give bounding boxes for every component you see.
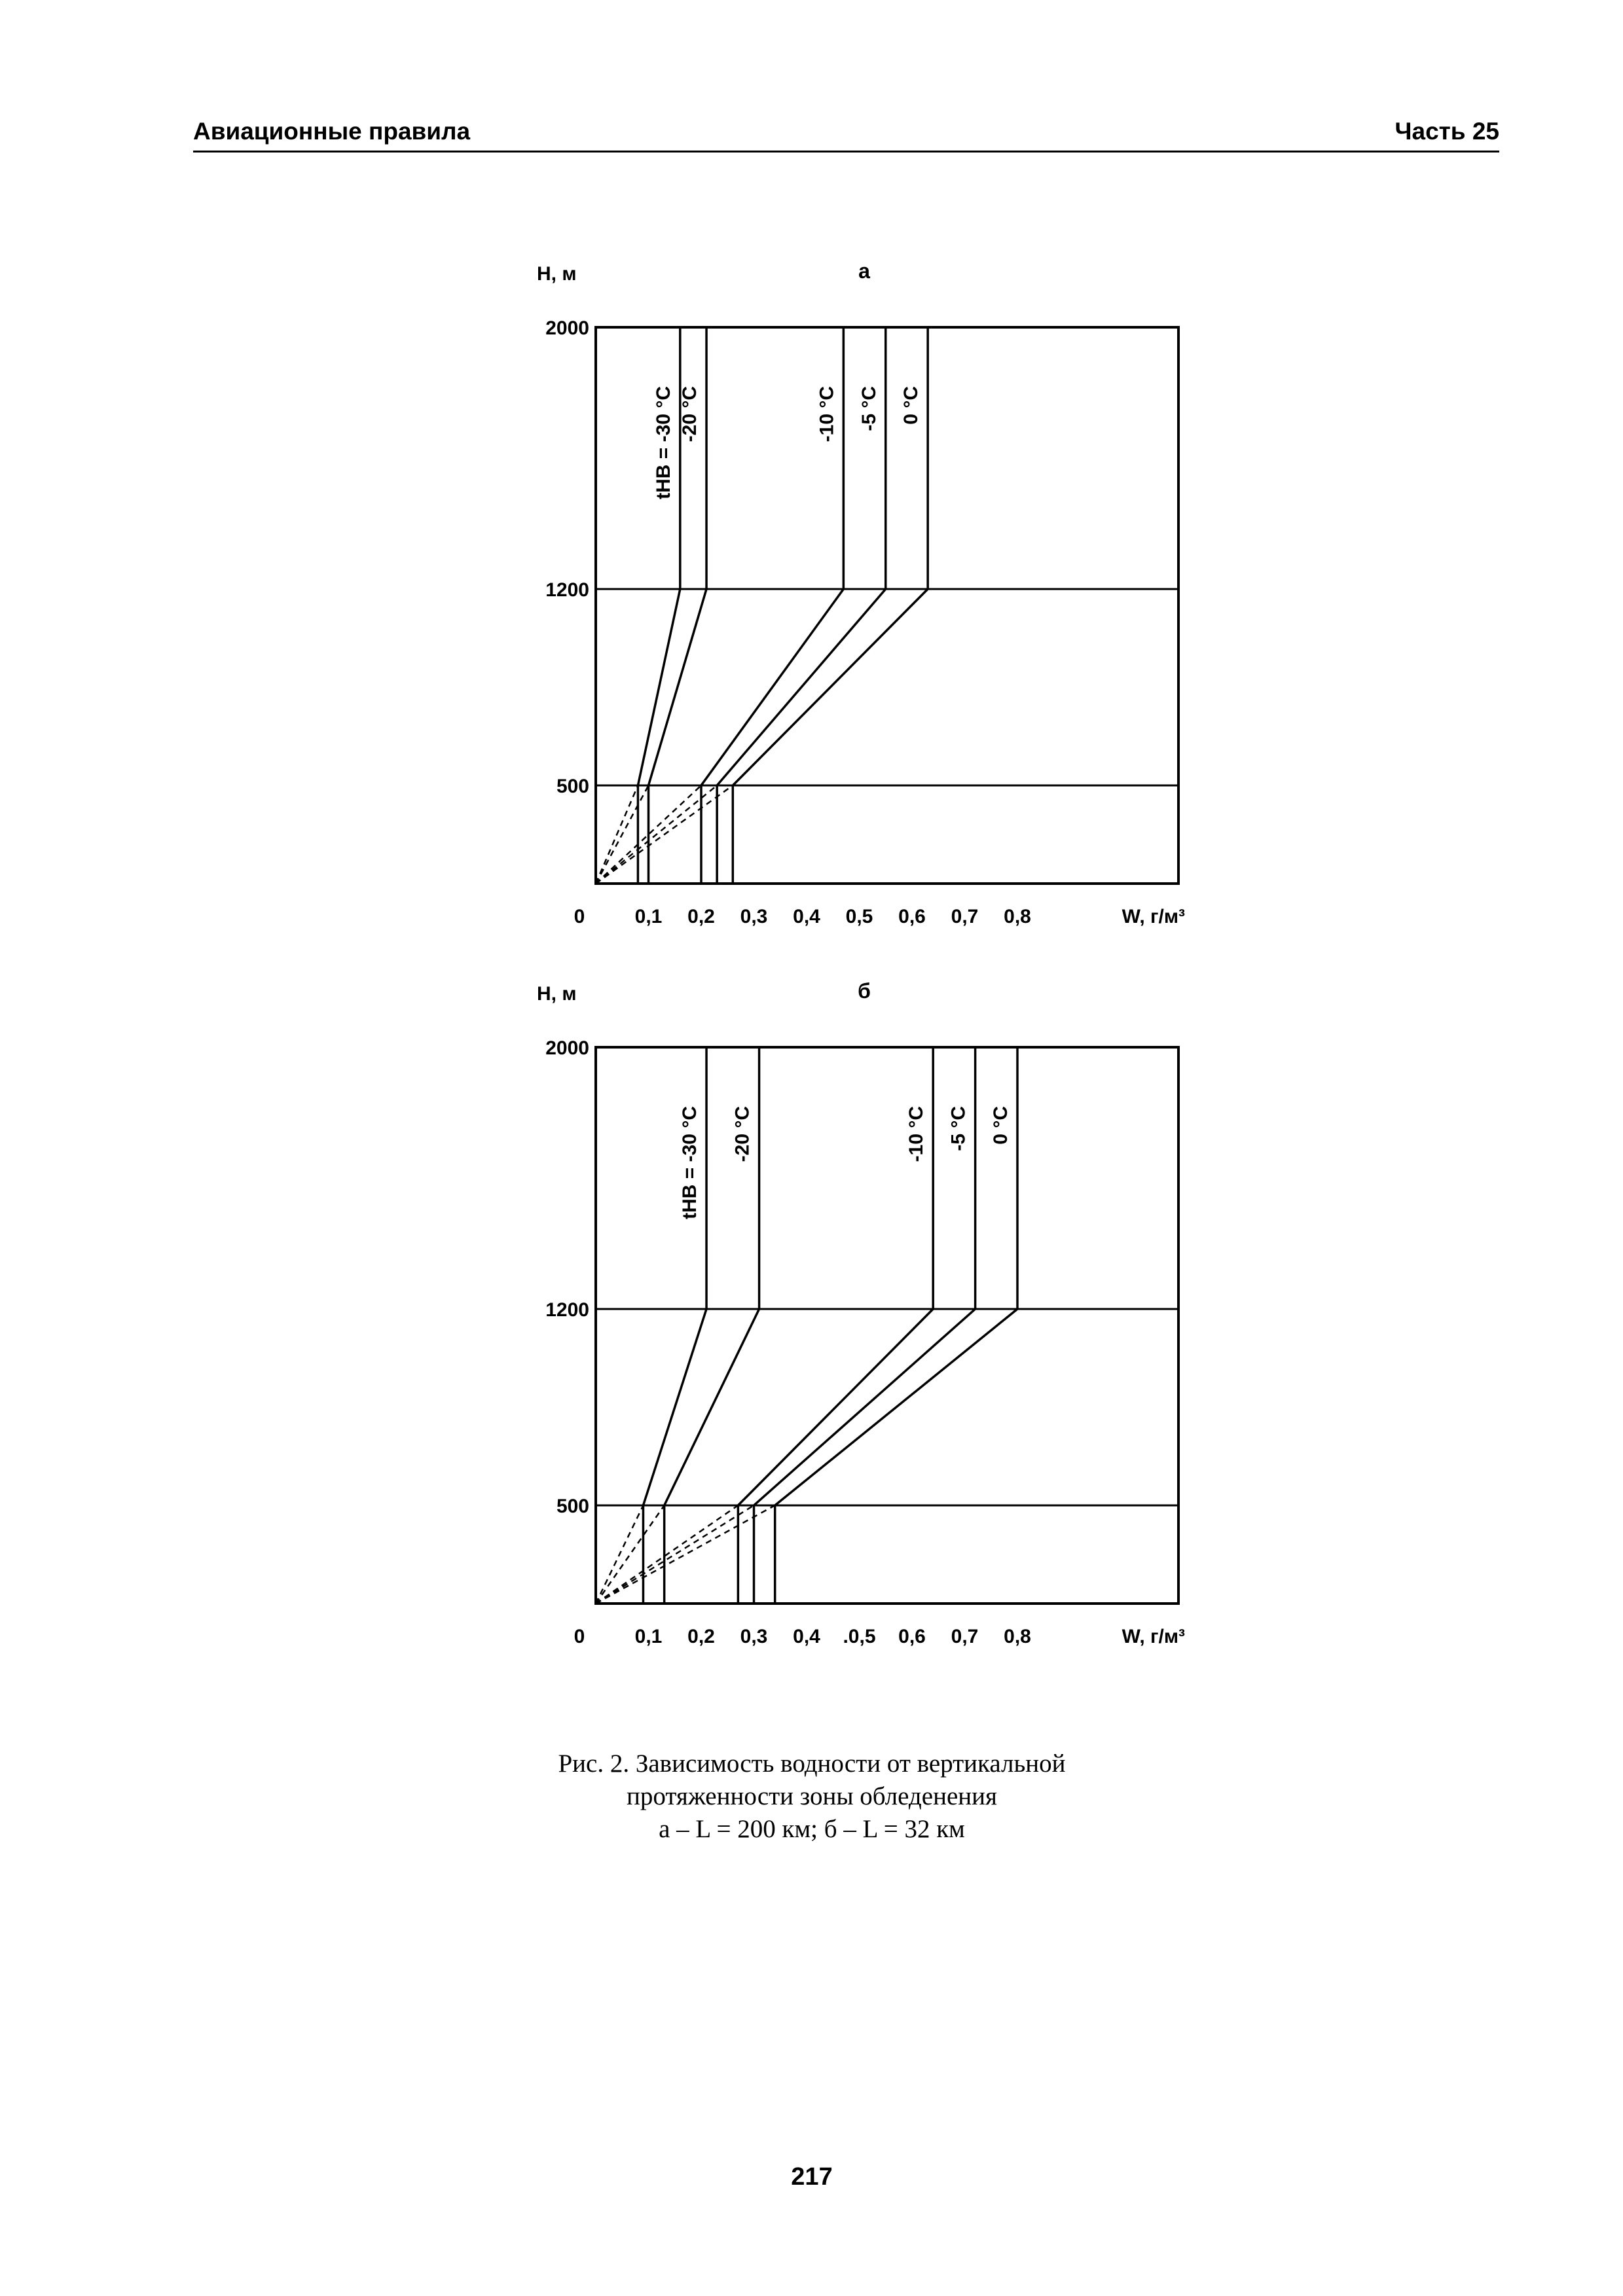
chart-svg — [511, 255, 1205, 949]
x-tick-label: 0,8 — [1004, 906, 1031, 927]
series-label: -5 °С — [858, 386, 880, 431]
x-tick-label: 0,6 — [898, 1626, 926, 1647]
series-extrapolation-0-с — [596, 1505, 775, 1604]
series-line-5-с — [754, 1047, 976, 1604]
x-tick-label: 0,5 — [845, 906, 873, 927]
x-tick-label: 0,2 — [687, 1626, 715, 1647]
x-tick-label: 0,6 — [898, 906, 926, 927]
y-tick-label: 500 — [556, 1496, 589, 1517]
y-axis-label: Н, м — [537, 263, 577, 285]
x-tick-label: 0,3 — [740, 906, 768, 927]
x-axis-label: W, г/м³ — [1122, 1626, 1185, 1647]
x-tick-label: 0,4 — [793, 1626, 820, 1647]
series-label: 0 °С — [900, 386, 922, 425]
chart-a — [511, 255, 1205, 949]
y-tick-label: 500 — [556, 776, 589, 797]
caption-line-3: а – L = 200 км; б – L = 32 км — [659, 1815, 965, 1843]
x-tick-label: 0,8 — [1004, 1626, 1031, 1647]
series-label: -5 °С — [947, 1106, 970, 1151]
figure-caption — [393, 1748, 1231, 1846]
series-label: 0 °С — [990, 1106, 1012, 1145]
caption-line-2: протяженности зоны обледенения — [627, 1782, 997, 1810]
series-label: tНВ = -30 °С — [652, 386, 674, 499]
series-extrapolation-10-с — [596, 1505, 738, 1604]
x-tick-label: 0,2 — [687, 906, 715, 927]
x-tick-label: 0 — [574, 1626, 585, 1647]
series-label: -20 °С — [731, 1106, 754, 1162]
series-extrapolation-20-с — [596, 785, 649, 884]
y-tick-label: 2000 — [545, 317, 589, 339]
x-tick-label: 0,1 — [634, 906, 663, 927]
series-label: tНВ = -30 °С — [679, 1106, 701, 1219]
x-tick-label: 0,3 — [740, 1626, 768, 1647]
series-extrapolation-5-с — [596, 785, 717, 884]
series-extrapolation-20-с — [596, 1505, 665, 1604]
x-tick-label: 0,7 — [951, 906, 979, 927]
x-tick-label: 0,4 — [793, 906, 820, 927]
x-tick-label: 0 — [574, 906, 585, 927]
series-label: -20 °С — [679, 386, 701, 442]
y-axis-label: Н, м — [537, 983, 577, 1005]
page-number: 217 — [791, 2163, 833, 2191]
chart-svg — [511, 975, 1205, 1669]
x-tick-label: .0,5 — [843, 1626, 876, 1647]
series-line-0-с — [775, 1047, 1017, 1604]
x-tick-label: 0,1 — [634, 1626, 663, 1647]
part-label: Часть 25 — [1395, 118, 1499, 145]
series-line-10-с — [738, 1047, 933, 1604]
series-extrapolation-tнв-30-с — [596, 1505, 643, 1604]
panel-label: а — [858, 259, 870, 283]
y-tick-label: 1200 — [545, 1299, 589, 1321]
x-tick-label: 0,7 — [951, 1626, 979, 1647]
chart-b — [511, 975, 1205, 1669]
y-tick-label: 1200 — [545, 579, 589, 601]
caption-line-1: Рис. 2. Зависимость водности от вертикальной — [558, 1749, 1066, 1778]
y-tick-label: 2000 — [545, 1037, 589, 1059]
page-header — [193, 111, 1499, 152]
panel-label: б — [858, 979, 871, 1003]
running-title: Авиационные правила — [193, 118, 471, 145]
series-label: -10 °С — [905, 1106, 928, 1162]
x-axis-label: W, г/м³ — [1122, 906, 1185, 927]
series-label: -10 °С — [816, 386, 838, 442]
